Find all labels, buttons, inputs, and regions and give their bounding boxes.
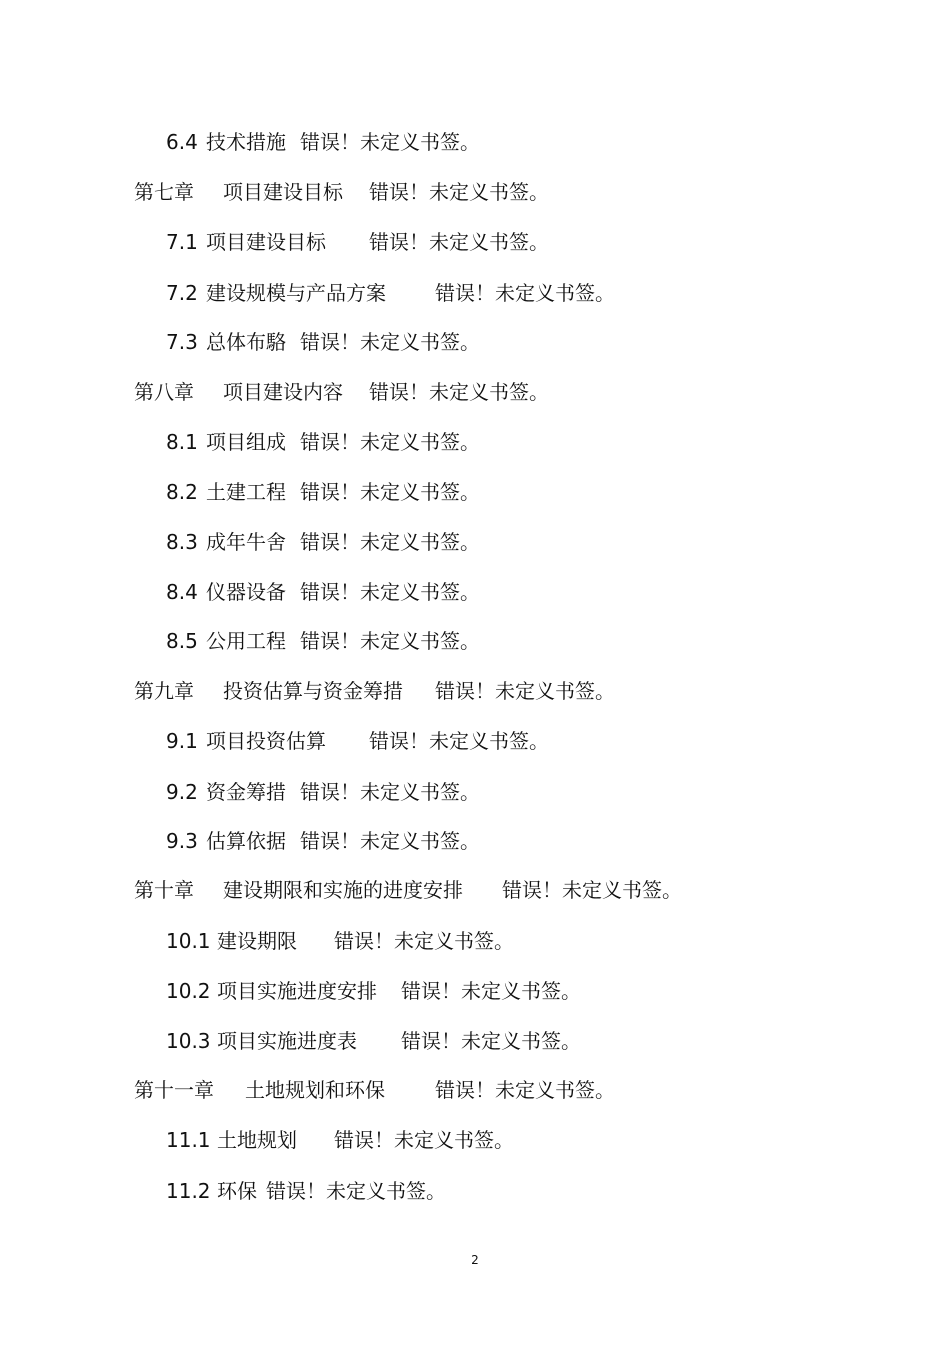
toc-entry-page-ref: 错误！未定义书签。 bbox=[334, 929, 514, 953]
toc-entry-title: 土建工程 bbox=[206, 480, 286, 504]
toc-entry-number: 11.1 bbox=[166, 1128, 211, 1152]
toc-entry-page-ref: 错误！未定义书签。 bbox=[334, 1128, 514, 1152]
toc-entry-page-ref: 错误！未定义书签。 bbox=[300, 780, 480, 804]
toc-entry-number: 9.3 bbox=[166, 829, 198, 853]
toc-entry-page-ref: 错误！未定义书签。 bbox=[369, 180, 549, 204]
toc-entry-number: 第七章 bbox=[134, 180, 194, 204]
toc-entry-number: 第八章 bbox=[134, 380, 194, 404]
toc-entry-page-ref: 错误！未定义书签。 bbox=[435, 679, 615, 703]
toc-entry-title: 总体布駱 bbox=[206, 330, 286, 354]
toc-entry-page-ref: 错误！未定义书签。 bbox=[435, 1078, 615, 1102]
toc-entry-title: 项目建设目标 bbox=[206, 230, 326, 254]
toc-entry-title: 建设期限 bbox=[217, 929, 297, 953]
toc-entry-page-ref: 错误！未定义书签。 bbox=[300, 829, 480, 853]
toc-entry-number: 11.2 bbox=[166, 1179, 211, 1203]
toc-entry-number: 6.4 bbox=[166, 130, 198, 154]
toc-entry-page-ref: 错误！未定义书签。 bbox=[369, 729, 549, 753]
toc-entry-number: 第十一章 bbox=[134, 1078, 214, 1102]
toc-entry-number: 7.3 bbox=[166, 330, 198, 354]
toc-entry-title: 技术措施 bbox=[206, 130, 286, 154]
toc-entry-title: 项目建设内容 bbox=[223, 380, 343, 404]
toc-entry-title: 项目投资估算 bbox=[206, 729, 326, 753]
toc-entry-page-ref: 错误！未定义书签。 bbox=[369, 380, 549, 404]
toc-entry-title: 环保 bbox=[217, 1179, 257, 1203]
toc-entry-page-ref: 错误！未定义书签。 bbox=[300, 629, 480, 653]
toc-entry-number: 9.2 bbox=[166, 780, 198, 804]
toc-entry-number: 第九章 bbox=[134, 679, 194, 703]
toc-entry-page-ref: 错误！未定义书签。 bbox=[266, 1179, 446, 1203]
toc-entry-title: 资金筹措 bbox=[206, 780, 286, 804]
toc-entry-title: 项目建设目标 bbox=[223, 180, 343, 204]
toc-entry-page-ref: 错误！未定义书签。 bbox=[300, 430, 480, 454]
toc-entry-title: 项目实施进度表 bbox=[217, 1029, 357, 1053]
toc-entry-title: 投资估算与资金筹措 bbox=[223, 679, 403, 703]
toc-entry-page-ref: 错误！未定义书签。 bbox=[300, 480, 480, 504]
toc-entry-number: 8.3 bbox=[166, 530, 198, 554]
toc-entry-page-ref: 错误！未定义书签。 bbox=[300, 330, 480, 354]
page-number: 2 bbox=[471, 1253, 479, 1267]
toc-entry-title: 项目组成 bbox=[206, 430, 286, 454]
toc-entry-title: 建设规模与产品方案 bbox=[206, 281, 386, 305]
toc-entry-title: 土地规划和环保 bbox=[245, 1078, 385, 1102]
toc-entry-page-ref: 错误！未定义书签。 bbox=[435, 281, 615, 305]
toc-entry-number: 10.3 bbox=[166, 1029, 211, 1053]
toc-entry-number: 10.2 bbox=[166, 979, 211, 1003]
toc-entry-number: 8.4 bbox=[166, 580, 198, 604]
toc-entry-title: 土地规划 bbox=[217, 1128, 297, 1152]
toc-entry-title: 公用工程 bbox=[206, 629, 286, 653]
toc-entry-page-ref: 错误！未定义书签。 bbox=[502, 878, 682, 902]
toc-entry-page-ref: 错误！未定义书签。 bbox=[401, 979, 581, 1003]
toc-entry-number: 8.2 bbox=[166, 480, 198, 504]
toc-entry-title: 估算依据 bbox=[206, 829, 286, 853]
toc-entry-page-ref: 错误！未定义书签。 bbox=[401, 1029, 581, 1053]
toc-entry-number: 第十章 bbox=[134, 878, 194, 902]
toc-entry-page-ref: 错误！未定义书签。 bbox=[369, 230, 549, 254]
toc-entry-page-ref: 错误！未定义书签。 bbox=[300, 580, 480, 604]
toc-entry-number: 7.2 bbox=[166, 281, 198, 305]
toc-entry-page-ref: 错误！未定义书签。 bbox=[300, 530, 480, 554]
toc-entry-title: 仪器设备 bbox=[206, 580, 286, 604]
toc-entry-number: 8.1 bbox=[166, 430, 198, 454]
toc-entry-number: 9.1 bbox=[166, 729, 198, 753]
toc-entry-number: 10.1 bbox=[166, 929, 211, 953]
toc-entry-title: 成年牛舍 bbox=[206, 530, 286, 554]
toc-entry-number: 7.1 bbox=[166, 230, 198, 254]
toc-entry-number: 8.5 bbox=[166, 629, 198, 653]
toc-entry-page-ref: 错误！未定义书签。 bbox=[300, 130, 480, 154]
toc-entry-title: 项目实施进度安排 bbox=[217, 979, 377, 1003]
toc-entry-title: 建设期限和实施的进度安排 bbox=[223, 878, 463, 902]
